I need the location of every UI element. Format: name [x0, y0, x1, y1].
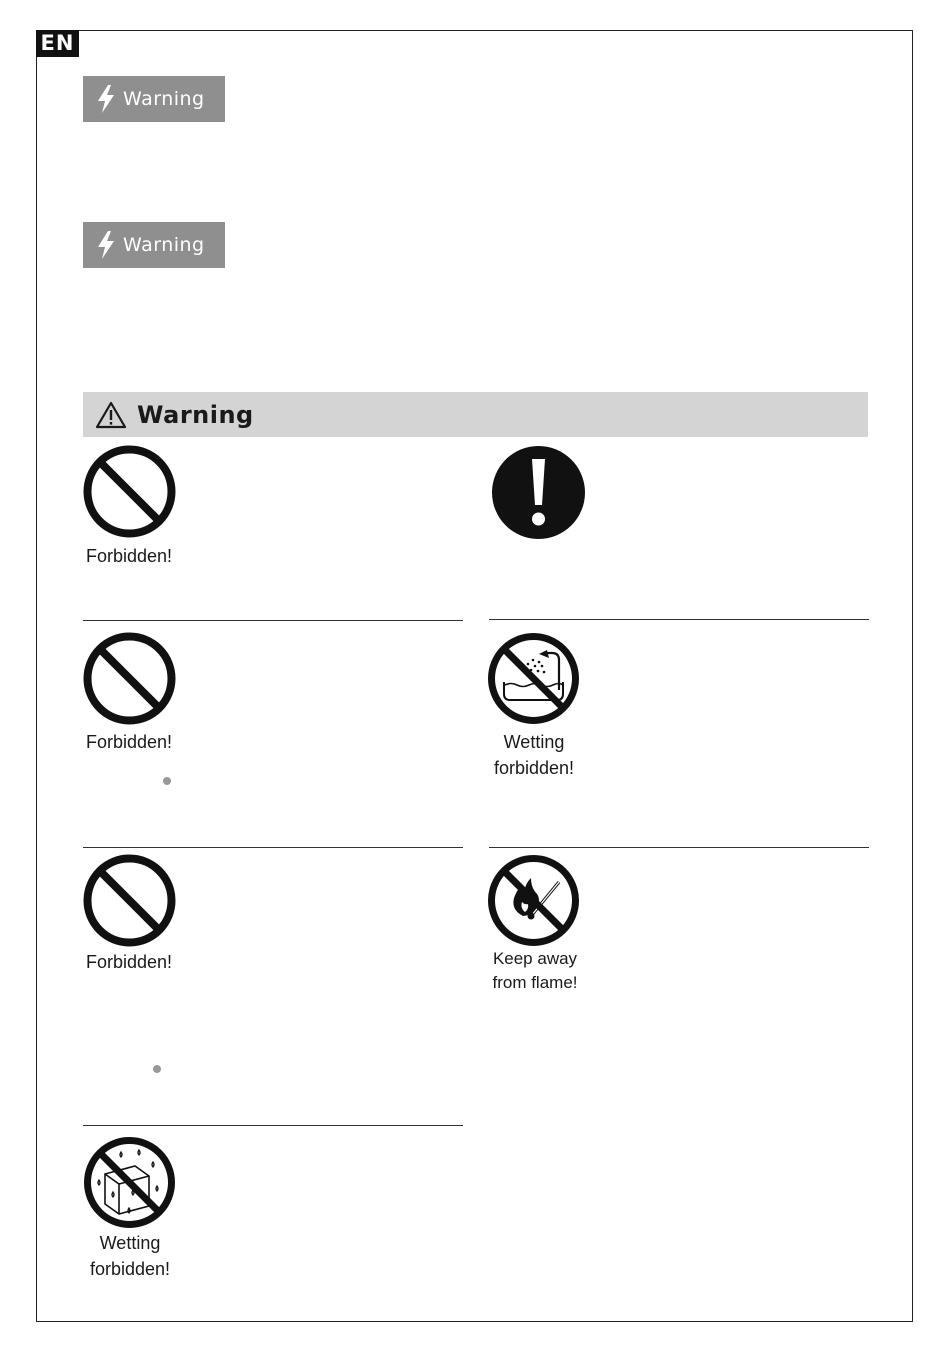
wetting-forbidden-caption-line1: Wetting: [503, 732, 565, 752]
no-wet-box-icon: [83, 1136, 176, 1229]
warning-label-text: Warning: [123, 88, 205, 110]
forbidden-caption: Forbidden!: [85, 732, 173, 752]
warning-label-text: Warning: [123, 234, 205, 256]
prohibition-icon: [83, 854, 176, 947]
no-shower-bath-icon: [487, 632, 580, 725]
wetting-forbidden-caption-line1: Wetting: [99, 1233, 161, 1253]
section-divider: [83, 1125, 463, 1126]
section-divider: [489, 847, 869, 848]
keep-away-caption-line1: Keep away: [492, 949, 578, 968]
warning-banner: [83, 392, 868, 437]
warning-label-box-2: [83, 222, 225, 268]
warning-triangle-icon: [95, 401, 127, 429]
language-tag: EN: [36, 30, 79, 57]
mandatory-exclamation-icon: [491, 445, 586, 540]
lightning-icon: [95, 230, 117, 260]
forbidden-caption: Forbidden!: [85, 546, 173, 566]
lightning-icon: [95, 84, 117, 114]
section-divider: [83, 847, 463, 848]
bullet-dot: [153, 1065, 161, 1073]
wetting-forbidden-caption-line2: forbidden!: [89, 1259, 171, 1279]
section-divider: [489, 619, 869, 620]
keep-away-caption-line2: from flame!: [492, 973, 578, 992]
section-divider: [83, 620, 463, 621]
wetting-forbidden-caption-line2: forbidden!: [493, 758, 575, 778]
bullet-dot: [163, 777, 171, 785]
no-open-flame-icon: [487, 854, 580, 947]
prohibition-icon: [83, 632, 176, 725]
prohibition-icon: [83, 445, 176, 538]
warning-label-box-1: [83, 76, 225, 122]
forbidden-caption: Forbidden!: [85, 952, 173, 972]
warning-banner-text: Warning: [137, 400, 254, 429]
